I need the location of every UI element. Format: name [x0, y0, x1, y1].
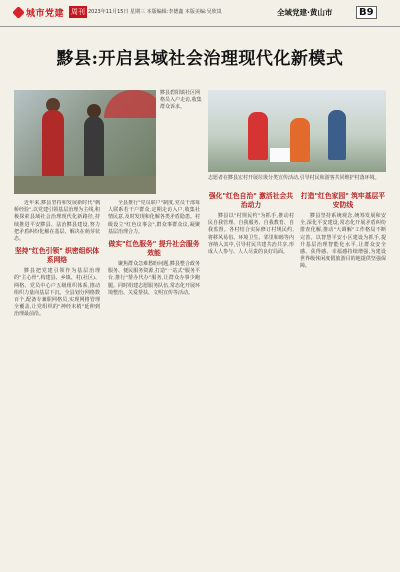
photo-community-visit [14, 90, 156, 194]
article-column-2 [108, 200, 200, 560]
photo-volunteers [208, 90, 386, 172]
subheading-4: 打造"红色家园" 筑牢基层平安防线 [300, 192, 386, 209]
page-number: B9 [356, 6, 377, 19]
logo-text: 城市党建 [26, 8, 65, 19]
article-column-3 [208, 188, 294, 560]
body-paragraph: 全县推行"党员联户"制度,党员干部每人联系若干户群众,定期走访入户,收集社情民意,及时发现和化解各类矛盾隐患。村级设立"红色议事会",群众事群众议,凝聚基层治理合力。 [108, 200, 200, 235]
body-paragraph: 黟县坚持系统观念,统筹发展和安全,深化平安建设,常态化开展矛盾纠纷排查化解,推动"大调解"工作格局不断完善。以智慧平安小区建设为抓手,提升基层治理智能化水平,让群众安全感、获得感、幸福感持续增强,为建设世界级休闲度假旅游目的地提供坚强保障。 [300, 213, 386, 270]
photo-caption-left: 黟县碧阳镇社区网格员入户走访,收集群众诉求。 [160, 90, 202, 110]
body-paragraph: 黟县以"村规民约"为抓手,推动村民自我管理、自我服务、自我教育、自我监督。各村结合实际修订村规民约,将移风易俗、环境卫生、邻里和睦等内容纳入其中,引导村民共建共治共享,形成人人参与、人人尽责的良好局面。 [208, 213, 294, 256]
issue-info: 2023年11月15日 星期三 本版编辑:李德鑫 本版美编:吴欣岚 [88, 9, 222, 15]
photo-caption-right: 志愿者在黟县宏村开展垃圾分类宣传活动,引导村民和游客共同维护村落环境。 [208, 175, 380, 181]
body-paragraph: 黟县把党建引领作为基层治理的"主心骨",构建县、乡镇、村(社区)、网格、党员中心户五级组织体系,推动组织力量向基层下沉。全县划分网格数百个,配备专兼职网格员,实现网格管理全覆盖,让党组织的"神经末梢"延伸到治理最前沿。 [14, 268, 100, 318]
newspaper-logo [14, 5, 87, 19]
logo-icon [12, 6, 25, 19]
article-column-4 [300, 188, 386, 560]
headline: 黟县:开启县域社会治理现代化新模式 [56, 49, 344, 69]
section-title: 全域党建·黄山市 [277, 8, 333, 17]
subheading-3: 强化"红色自治" 激活社会共治动力 [208, 192, 294, 209]
subheading-2: 做实"红色服务" 提升社会服务效能 [108, 240, 200, 258]
logo-tag: 周刊 [71, 8, 86, 16]
body-paragraph: 聚焦群众急难愁盼问题,黟县整合政务服务、便民服务资源,打造"一站式"服务平台,推行"帮办代办"服务,让群众办事少跑腿。同时组建志愿服务队伍,常态化开展环境整治、关爱帮扶、文明宣传等活动。 [108, 261, 200, 296]
page-header [0, 0, 400, 27]
article-column-1 [14, 200, 100, 560]
subheading-1: 坚持"红色引领" 织密组织体系网络 [14, 247, 100, 265]
lead-paragraph: 近年来,黟县坚持和发展新时代"枫桥经验",以党建引领基层治理为主线,积极探索县域社会治理现代化新路径,持续推进平安黟县、法治黟县建设,努力把矛盾纠纷化解在基层、解决在萌芽状态。 [14, 200, 100, 243]
